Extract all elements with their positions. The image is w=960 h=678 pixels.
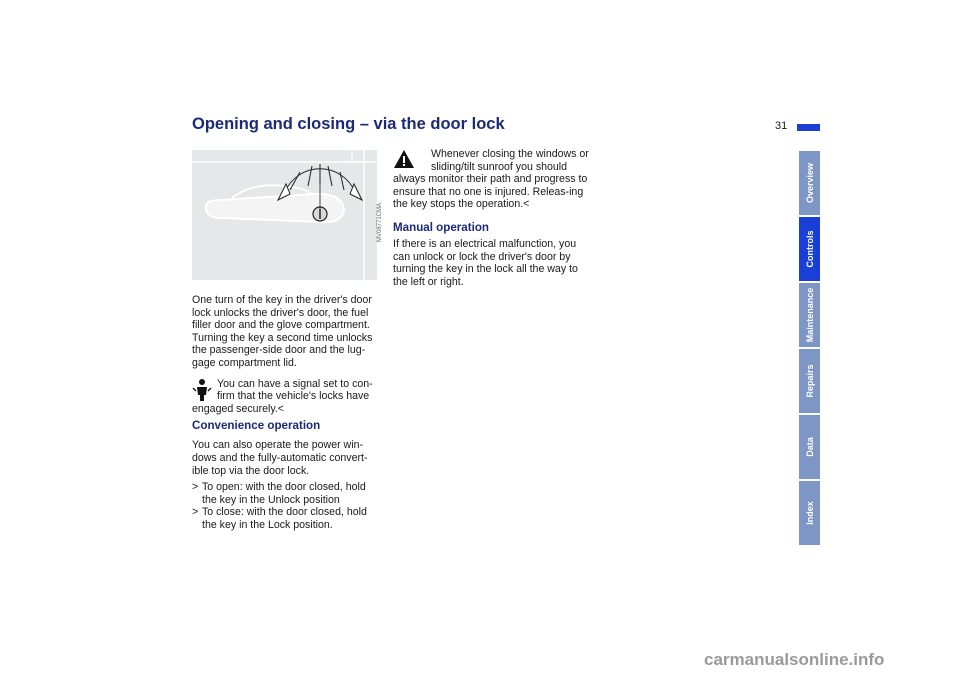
convenience-paragraph: You can also operate the power win-dows and the fully-automatic convert-ible top via the door lock. [192,439,368,477]
page-title: Opening and closing – via the door lock [192,115,505,133]
tab-index[interactable]: Index [799,481,820,545]
door-lock-figure [192,150,377,280]
manual-operation-paragraph: If there is an electrical malfunction, you can unlock or lock the driver's door by turning the key in the lock all the way to the left or right. [393,237,578,288]
bullet-text: To close: with the door closed, hold the key in the Lock position. [202,506,367,531]
footer-watermark: carmanualsonline.info [704,650,885,669]
door-handle-illustration [192,150,377,280]
bullet-text: To open: with the door closed, hold the key in the Unlock position [202,481,366,506]
list-item [192,481,382,506]
tab-data[interactable]: Data [799,415,820,479]
bullet-marker: > [192,481,199,494]
tab-controls[interactable]: Controls [799,217,820,281]
tab-maintenance[interactable]: Maintenance [799,283,820,347]
convenience-heading: Convenience operation [192,419,321,433]
tab-overview[interactable]: Overview [799,151,820,215]
note-text: You can have a signal set to con-firm that the vehicle's locks have engaged securely. [192,377,373,415]
list-item [192,506,382,531]
figure-code: MV08771CMA [377,202,383,242]
right-column [393,148,589,288]
intro-paragraph: One turn of the key in the driver's door lock unlocks the driver's door, the fuel filler door and the glove compartment. Turning the key a second time unlocks the passenger-side door and the lug-gage compartment lid. [192,294,373,369]
warning-note [393,148,589,211]
end-mark: < [277,402,284,415]
warning-text: Whenever closing the windows or sliding/tilt sunroof you should always monitor their path and progress to ensure that no one is injured. Releas-ing the key stops the operation. [393,148,589,211]
page-number: 31 [775,120,788,132]
page-number-bar [797,124,820,131]
tab-repairs[interactable]: Repairs [799,349,820,413]
note [192,378,382,416]
end-mark: < [523,198,530,211]
warning-icon [393,148,413,172]
person-note-icon [192,378,212,402]
bullet-marker: > [192,506,199,519]
section-tabs [799,151,820,547]
left-column [192,294,382,532]
manual-operation-heading: Manual operation [393,220,489,234]
